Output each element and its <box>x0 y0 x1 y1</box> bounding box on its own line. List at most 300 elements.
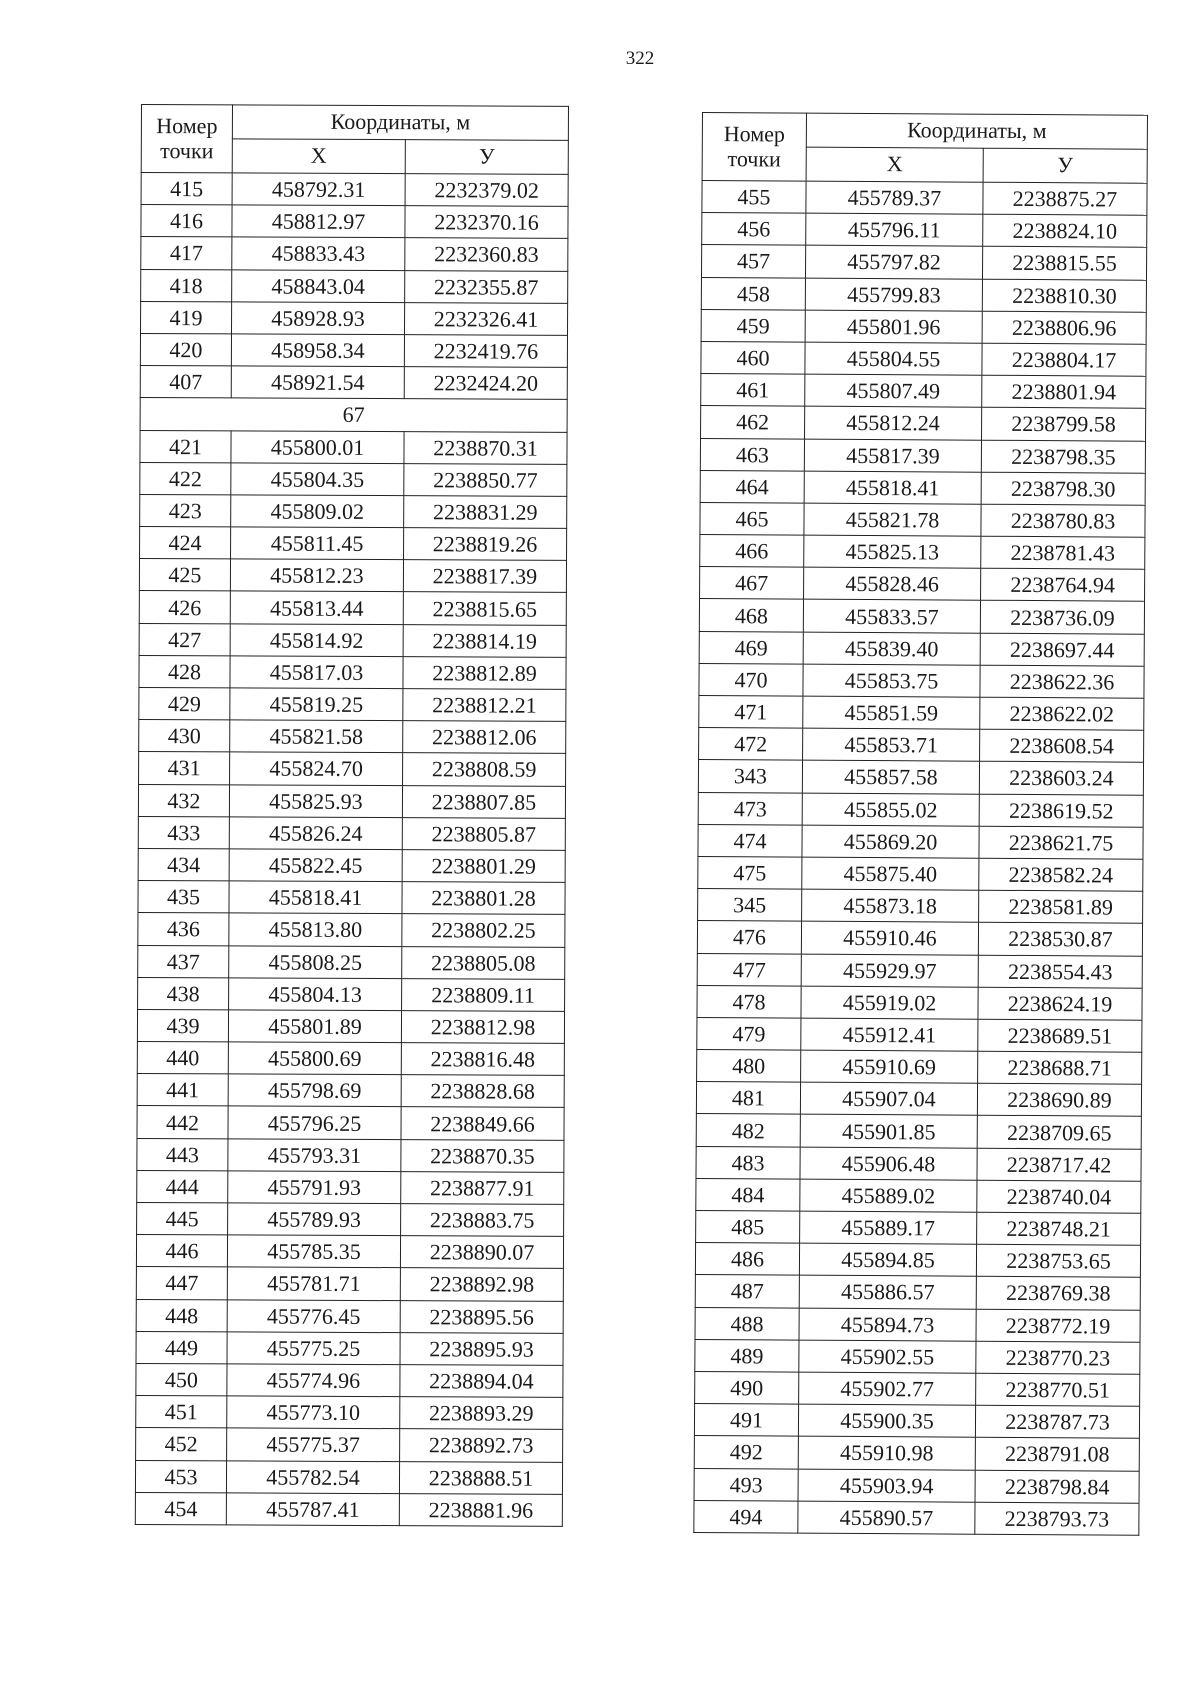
x-coordinate-cell: 455821.78 <box>804 503 981 536</box>
x-coordinate-cell: 455804.35 <box>231 463 404 496</box>
x-coordinate-cell: 455814.92 <box>230 624 403 657</box>
y-coordinate-cell: 2238828.68 <box>401 1075 564 1108</box>
table-row <box>140 366 567 400</box>
point-number-cell: 466 <box>700 535 804 568</box>
point-number-cell: 483 <box>696 1146 800 1179</box>
y-coordinate-cell: 2238697.44 <box>980 633 1144 666</box>
table-row <box>138 977 565 1011</box>
y-coordinate-cell: 2238769.38 <box>976 1277 1140 1310</box>
point-number-cell: 472 <box>699 728 803 761</box>
x-coordinate-cell: 455809.02 <box>231 495 404 528</box>
table-row <box>695 1371 1140 1406</box>
table-row <box>136 1267 563 1301</box>
point-number-cell: 442 <box>137 1106 228 1139</box>
point-number-cell: 455 <box>702 181 806 214</box>
table-row <box>701 245 1146 280</box>
x-coordinate-cell: 455817.03 <box>230 656 403 689</box>
table-row <box>701 341 1146 376</box>
point-number-cell: 441 <box>137 1074 228 1107</box>
table-row <box>697 1050 1142 1085</box>
y-coordinate-cell: 2238624.19 <box>978 987 1142 1020</box>
point-number-cell: 422 <box>140 462 231 495</box>
left-coordinates-table <box>135 104 569 1527</box>
x-coordinate-cell: 455910.98 <box>798 1436 975 1469</box>
point-number-cell: 438 <box>138 977 229 1010</box>
x-column-header: X <box>232 139 405 174</box>
y-coordinate-cell: 2238814.19 <box>403 624 566 657</box>
x-coordinate-cell: 455828.46 <box>804 567 981 600</box>
table-row <box>696 1178 1141 1213</box>
section-label: 67 <box>140 398 567 432</box>
x-coordinate-cell: 455853.75 <box>803 664 980 697</box>
y-coordinate-cell: 2238807.85 <box>402 785 565 818</box>
point-number-cell: 475 <box>698 856 802 889</box>
y-coordinate-cell: 2238801.29 <box>402 850 565 883</box>
y-coordinate-cell: 2232326.41 <box>404 302 567 335</box>
x-coordinate-cell: 455833.57 <box>803 600 980 633</box>
y-coordinate-cell: 2232360.83 <box>405 238 568 271</box>
point-number-cell: 416 <box>141 205 232 238</box>
table-row <box>702 181 1147 216</box>
y-coordinate-cell: 2238554.43 <box>978 955 1142 988</box>
table-row <box>700 438 1145 473</box>
y-coordinate-cell: 2238824.10 <box>983 214 1147 247</box>
x-coordinate-cell: 455812.23 <box>230 559 403 592</box>
table-row <box>136 1428 563 1462</box>
table-row <box>139 559 566 593</box>
y-coordinate-cell: 2238806.96 <box>982 311 1146 344</box>
point-number-cell: 491 <box>694 1404 798 1437</box>
x-coordinate-cell: 455825.13 <box>804 535 981 568</box>
point-number-cell: 433 <box>138 816 229 849</box>
point-number-cell: 478 <box>697 985 801 1018</box>
x-coordinate-cell: 458843.04 <box>232 269 405 302</box>
x-coordinate-cell: 455902.77 <box>799 1372 976 1405</box>
point-number-cell: 487 <box>695 1275 799 1308</box>
point-number-cell: 444 <box>137 1170 228 1203</box>
point-number-cell: 439 <box>137 1009 228 1042</box>
table-row <box>137 1042 564 1076</box>
x-coordinate-cell: 455801.96 <box>805 310 982 343</box>
y-coordinate-cell: 2238817.39 <box>403 560 566 593</box>
point-number-cell: 463 <box>700 438 804 471</box>
x-coordinate-cell: 455776.45 <box>227 1299 400 1332</box>
table-row <box>694 1500 1139 1535</box>
table-row <box>699 695 1144 730</box>
x-coordinate-cell: 455773.10 <box>227 1396 400 1429</box>
table-row <box>137 1106 564 1140</box>
x-coordinate-cell: 455787.41 <box>226 1493 399 1526</box>
x-coordinate-cell: 455869.20 <box>802 825 979 858</box>
y-coordinate-cell: 2238801.94 <box>982 375 1146 408</box>
table-row <box>138 816 565 850</box>
x-coordinate-cell: 455912.41 <box>801 1018 978 1051</box>
x-coordinate-cell: 455839.40 <box>803 632 980 665</box>
y-coordinate-cell: 2238622.36 <box>980 665 1144 698</box>
left-table-body-b <box>135 430 567 1526</box>
table-row <box>138 784 565 818</box>
x-coordinate-cell: 455801.89 <box>228 1010 401 1043</box>
x-coordinate-cell: 455929.97 <box>801 954 978 987</box>
x-coordinate-cell: 458812.97 <box>232 205 405 238</box>
table-row <box>140 333 567 367</box>
point-number-cell: 477 <box>697 953 801 986</box>
table-row <box>140 430 567 464</box>
section-row <box>140 398 567 432</box>
x-coordinate-cell: 455919.02 <box>801 986 978 1019</box>
point-number-cell: 432 <box>138 784 229 817</box>
coordinates-table <box>693 112 1148 1536</box>
point-number-cell: 430 <box>139 720 230 753</box>
table-row <box>694 1436 1139 1471</box>
y-coordinate-cell: 2232355.87 <box>405 270 568 303</box>
y-coordinate-cell: 2238736.09 <box>980 601 1144 634</box>
x-coordinate-cell: 455886.57 <box>799 1275 976 1308</box>
y-coordinate-cell: 2238581.89 <box>979 890 1143 923</box>
point-number-cell: 481 <box>696 1082 800 1115</box>
x-coordinate-cell: 455775.25 <box>227 1332 400 1365</box>
point-number-cell: 471 <box>699 695 803 728</box>
y-coordinate-cell: 2238753.65 <box>976 1244 1140 1277</box>
table-row <box>698 792 1143 827</box>
point-number-cell: 465 <box>700 502 804 535</box>
y-coordinate-cell: 2238812.98 <box>401 1011 564 1044</box>
y-coordinate-cell: 2238877.91 <box>401 1171 564 1204</box>
table-row <box>137 1138 564 1172</box>
y-coordinate-cell: 2238808.59 <box>403 753 566 786</box>
x-coordinate-cell: 455804.55 <box>805 342 982 375</box>
point-number-cell: 429 <box>139 687 230 720</box>
x-coordinate-cell: 455900.35 <box>798 1404 975 1437</box>
x-coordinate-cell: 455808.25 <box>229 945 402 978</box>
y-coordinate-cell: 2238831.29 <box>404 496 567 529</box>
x-coordinate-cell: 455804.13 <box>229 978 402 1011</box>
y-coordinate-cell: 2238748.21 <box>977 1212 1141 1245</box>
y-coordinate-cell: 2238892.98 <box>400 1268 563 1301</box>
y-coordinate-cell: 2238764.94 <box>981 568 1145 601</box>
table-row <box>695 1339 1140 1374</box>
table-row <box>701 277 1146 312</box>
point-number-cell: 480 <box>697 1050 801 1083</box>
coordinates-header: Координаты, м <box>232 105 568 140</box>
y-coordinate-cell: 2232424.20 <box>404 367 567 400</box>
table-row <box>698 856 1143 891</box>
x-coordinate-cell: 455910.46 <box>801 921 978 954</box>
point-number-header <box>702 113 806 182</box>
x-coordinate-cell: 455824.70 <box>230 752 403 785</box>
coordinates-header: Координаты, м <box>806 113 1147 149</box>
table-row <box>135 1492 562 1526</box>
point-number-cell: 407 <box>140 366 231 399</box>
x-coordinate-cell: 455812.24 <box>805 406 982 439</box>
x-coordinate-cell: 455797.82 <box>805 246 982 279</box>
table-row <box>137 1074 564 1108</box>
y-coordinate-cell: 2232370.16 <box>405 206 568 239</box>
y-coordinate-cell: 2238801.28 <box>402 882 565 915</box>
y-coordinate-cell: 2238688.71 <box>978 1051 1142 1084</box>
table-row <box>136 1299 563 1333</box>
table-row <box>139 687 566 721</box>
x-coordinate-cell: 455818.41 <box>804 471 981 504</box>
x-coordinate-cell: 455782.54 <box>226 1460 399 1493</box>
point-number-cell: 468 <box>699 599 803 632</box>
y-coordinate-cell: 2238850.77 <box>404 463 567 496</box>
y-coordinate-cell: 2238875.27 <box>983 182 1147 215</box>
table-row <box>140 494 567 528</box>
x-coordinate-cell: 455857.58 <box>802 761 979 794</box>
point-number-cell: 436 <box>138 913 229 946</box>
y-coordinate-cell: 2238798.35 <box>981 440 1145 473</box>
x-coordinate-cell: 455796.25 <box>228 1106 401 1139</box>
y-coordinate-cell: 2232379.02 <box>405 174 568 207</box>
x-coordinate-cell: 455800.01 <box>231 430 404 463</box>
point-number-cell: 493 <box>694 1468 798 1501</box>
x-coordinate-cell: 455894.73 <box>799 1308 976 1341</box>
y-coordinate-cell: 2238619.52 <box>979 794 1143 827</box>
x-coordinate-cell: 455853.71 <box>803 728 980 761</box>
y-coordinate-cell: 2238798.84 <box>975 1470 1139 1503</box>
point-number-cell: 494 <box>694 1500 798 1533</box>
point-number-cell: 489 <box>695 1339 799 1372</box>
x-coordinate-cell: 455875.40 <box>802 857 979 890</box>
table-row <box>694 1404 1139 1439</box>
table-row <box>138 881 565 915</box>
y-coordinate-cell: 2238812.06 <box>403 721 566 754</box>
x-coordinate-cell: 455793.31 <box>228 1139 401 1172</box>
table-row <box>700 567 1145 602</box>
y-coordinate-cell: 2238812.89 <box>403 656 566 689</box>
y-coordinate-cell: 2238888.51 <box>399 1461 562 1494</box>
x-coordinate-cell: 455819.25 <box>230 688 403 721</box>
y-coordinate-cell: 2238740.04 <box>977 1180 1141 1213</box>
point-number-cell: 450 <box>136 1363 227 1396</box>
point-number-cell: 426 <box>139 591 230 624</box>
x-coordinate-cell: 455901.85 <box>800 1115 977 1148</box>
point-number-cell: 479 <box>697 1017 801 1050</box>
x-coordinate-cell: 458958.34 <box>231 334 404 367</box>
table-row <box>139 720 566 754</box>
point-number-cell: 447 <box>136 1267 227 1300</box>
table-row <box>140 527 567 561</box>
point-number-cell: 457 <box>701 245 805 278</box>
x-coordinate-cell: 455811.45 <box>231 527 404 560</box>
point-number-cell: 424 <box>140 527 231 560</box>
point-number-cell: 492 <box>694 1436 798 1469</box>
table-row <box>697 953 1142 988</box>
x-coordinate-cell: 455826.24 <box>229 817 402 850</box>
table-row <box>141 205 568 239</box>
y-coordinate-cell: 2238805.08 <box>402 946 565 979</box>
point-number-cell: 462 <box>701 406 805 439</box>
table-row <box>700 535 1145 570</box>
x-coordinate-cell: 455890.57 <box>798 1501 975 1534</box>
y-coordinate-cell: 2238770.51 <box>976 1373 1140 1406</box>
table-row <box>698 889 1143 924</box>
point-number-cell: 460 <box>701 341 805 374</box>
table-row <box>141 269 568 303</box>
x-coordinate-cell: 458921.54 <box>231 366 404 399</box>
y-coordinate-cell: 2238881.96 <box>399 1493 562 1526</box>
table-row <box>137 1202 564 1236</box>
table-row <box>695 1307 1140 1342</box>
x-coordinate-cell: 455800.69 <box>228 1042 401 1075</box>
table-row <box>136 1331 563 1365</box>
point-number-cell: 476 <box>697 921 801 954</box>
x-coordinate-cell: 455910.69 <box>801 1050 978 1083</box>
point-number-cell: 473 <box>698 792 802 825</box>
table-row <box>135 1460 562 1494</box>
left-table-section <box>140 398 567 432</box>
x-coordinate-cell: 455873.18 <box>802 889 979 922</box>
y-column-header: У <box>983 148 1147 183</box>
page-number: 322 <box>625 48 655 69</box>
x-coordinate-cell: 458792.31 <box>232 173 405 206</box>
point-number-cell: 448 <box>136 1299 227 1332</box>
point-number-cell: 484 <box>696 1178 800 1211</box>
x-coordinate-cell: 455902.55 <box>799 1340 976 1373</box>
point-number-cell: 456 <box>702 213 806 246</box>
point-number-cell: 452 <box>136 1428 227 1461</box>
table-row <box>136 1396 563 1430</box>
point-number-cell: 420 <box>140 333 231 366</box>
y-column-header: У <box>405 140 568 175</box>
point-number-cell: 461 <box>701 374 805 407</box>
right-table-body <box>694 181 1147 1536</box>
point-number-cell: 343 <box>698 760 802 793</box>
point-number-cell: 464 <box>700 470 804 503</box>
x-coordinate-cell: 455781.71 <box>227 1267 400 1300</box>
point-number-cell: 418 <box>141 269 232 302</box>
table-row <box>700 470 1145 505</box>
y-coordinate-cell: 2238870.31 <box>404 431 567 464</box>
x-coordinate-cell: 455825.93 <box>229 784 402 817</box>
y-coordinate-cell: 2238892.73 <box>400 1429 563 1462</box>
x-coordinate-cell: 455799.83 <box>805 278 982 311</box>
y-coordinate-cell: 2238894.04 <box>400 1365 563 1398</box>
x-coordinate-cell: 455907.04 <box>800 1082 977 1115</box>
table-row <box>695 1243 1140 1278</box>
table-row <box>140 462 567 496</box>
y-coordinate-cell: 2238799.58 <box>982 408 1146 441</box>
right-coordinates-table <box>693 112 1148 1536</box>
point-number-cell: 454 <box>135 1492 226 1525</box>
table-row <box>696 1210 1141 1245</box>
point-number-cell: 443 <box>137 1138 228 1171</box>
x-coordinate-cell: 455813.80 <box>229 913 402 946</box>
point-number-cell: 474 <box>698 824 802 857</box>
y-coordinate-cell: 2238893.29 <box>400 1397 563 1430</box>
x-coordinate-cell: 455906.48 <box>800 1147 977 1180</box>
x-coordinate-cell: 455894.85 <box>799 1243 976 1276</box>
y-coordinate-cell: 2238717.42 <box>977 1148 1141 1181</box>
x-coordinate-cell: 458928.93 <box>231 302 404 335</box>
y-coordinate-cell: 2238819.26 <box>404 528 567 561</box>
table-row <box>699 599 1144 634</box>
table-row <box>701 406 1146 441</box>
point-number-cell: 490 <box>695 1371 799 1404</box>
y-coordinate-cell: 2238770.23 <box>976 1341 1140 1374</box>
table-row <box>696 1114 1141 1149</box>
point-number-header-line2: точки <box>160 137 214 163</box>
x-coordinate-cell: 455821.58 <box>230 720 403 753</box>
x-coordinate-cell: 455796.11 <box>806 213 983 246</box>
table-row <box>139 623 566 657</box>
point-number-cell: 427 <box>139 623 230 656</box>
y-coordinate-cell: 2238621.75 <box>979 826 1143 859</box>
point-number-cell: 459 <box>701 309 805 342</box>
table-row <box>139 655 566 689</box>
table-row <box>699 631 1144 666</box>
y-coordinate-cell: 2238780.83 <box>981 504 1145 537</box>
y-coordinate-cell: 2238689.51 <box>978 1019 1142 1052</box>
x-coordinate-cell: 455807.49 <box>805 374 982 407</box>
table-row <box>138 945 565 979</box>
x-coordinate-cell: 455903.94 <box>798 1469 975 1502</box>
point-number-cell: 428 <box>139 655 230 688</box>
point-number-cell: 435 <box>138 881 229 914</box>
table-row <box>140 301 567 335</box>
x-coordinate-cell: 455889.02 <box>800 1179 977 1212</box>
x-coordinate-cell: 455774.96 <box>227 1364 400 1397</box>
table-row <box>700 502 1145 537</box>
y-coordinate-cell: 2238530.87 <box>978 923 1142 956</box>
table-row <box>141 237 568 271</box>
y-coordinate-cell: 2238772.19 <box>976 1309 1140 1342</box>
point-number-cell: 419 <box>140 301 231 334</box>
y-coordinate-cell: 2238582.24 <box>979 858 1143 891</box>
x-coordinate-cell: 455818.41 <box>229 881 402 914</box>
table-row <box>697 921 1142 956</box>
point-number-cell: 425 <box>139 559 230 592</box>
x-coordinate-cell: 455889.17 <box>800 1211 977 1244</box>
y-coordinate-cell: 2238622.02 <box>980 697 1144 730</box>
table-row <box>699 728 1144 763</box>
y-coordinate-cell: 2238709.65 <box>977 1116 1141 1149</box>
table-row <box>694 1468 1139 1503</box>
point-number-cell: 423 <box>140 494 231 527</box>
point-number-cell: 417 <box>141 237 232 270</box>
y-coordinate-cell: 2238849.66 <box>401 1107 564 1140</box>
point-number-cell: 446 <box>136 1235 227 1268</box>
y-coordinate-cell: 2238870.35 <box>401 1139 564 1172</box>
point-number-header-line1: Номер <box>723 121 786 147</box>
point-number-header-line1: Номер <box>156 113 218 139</box>
point-number-cell: 488 <box>695 1307 799 1340</box>
y-coordinate-cell: 2238603.24 <box>979 762 1143 795</box>
point-number-cell: 437 <box>138 945 229 978</box>
y-coordinate-cell: 2232419.76 <box>404 335 567 368</box>
y-coordinate-cell: 2238805.87 <box>402 817 565 850</box>
table-row <box>695 1275 1140 1310</box>
y-coordinate-cell: 2238809.11 <box>402 978 565 1011</box>
point-number-cell: 458 <box>701 277 805 310</box>
point-number-cell: 485 <box>696 1210 800 1243</box>
table-row <box>698 760 1143 795</box>
point-number-cell: 445 <box>137 1202 228 1235</box>
y-coordinate-cell: 2238793.73 <box>975 1502 1139 1535</box>
x-coordinate-cell: 455855.02 <box>802 793 979 826</box>
x-coordinate-cell: 455785.35 <box>227 1235 400 1268</box>
point-number-cell: 470 <box>699 663 803 696</box>
coordinates-table <box>135 104 569 1527</box>
y-coordinate-cell: 2238890.07 <box>400 1236 563 1269</box>
y-coordinate-cell: 2238804.17 <box>982 343 1146 376</box>
y-coordinate-cell: 2238787.73 <box>975 1405 1139 1438</box>
table-row <box>139 591 566 625</box>
y-coordinate-cell: 2238812.21 <box>403 689 566 722</box>
point-number-cell: 467 <box>700 567 804 600</box>
table-row <box>136 1363 563 1397</box>
